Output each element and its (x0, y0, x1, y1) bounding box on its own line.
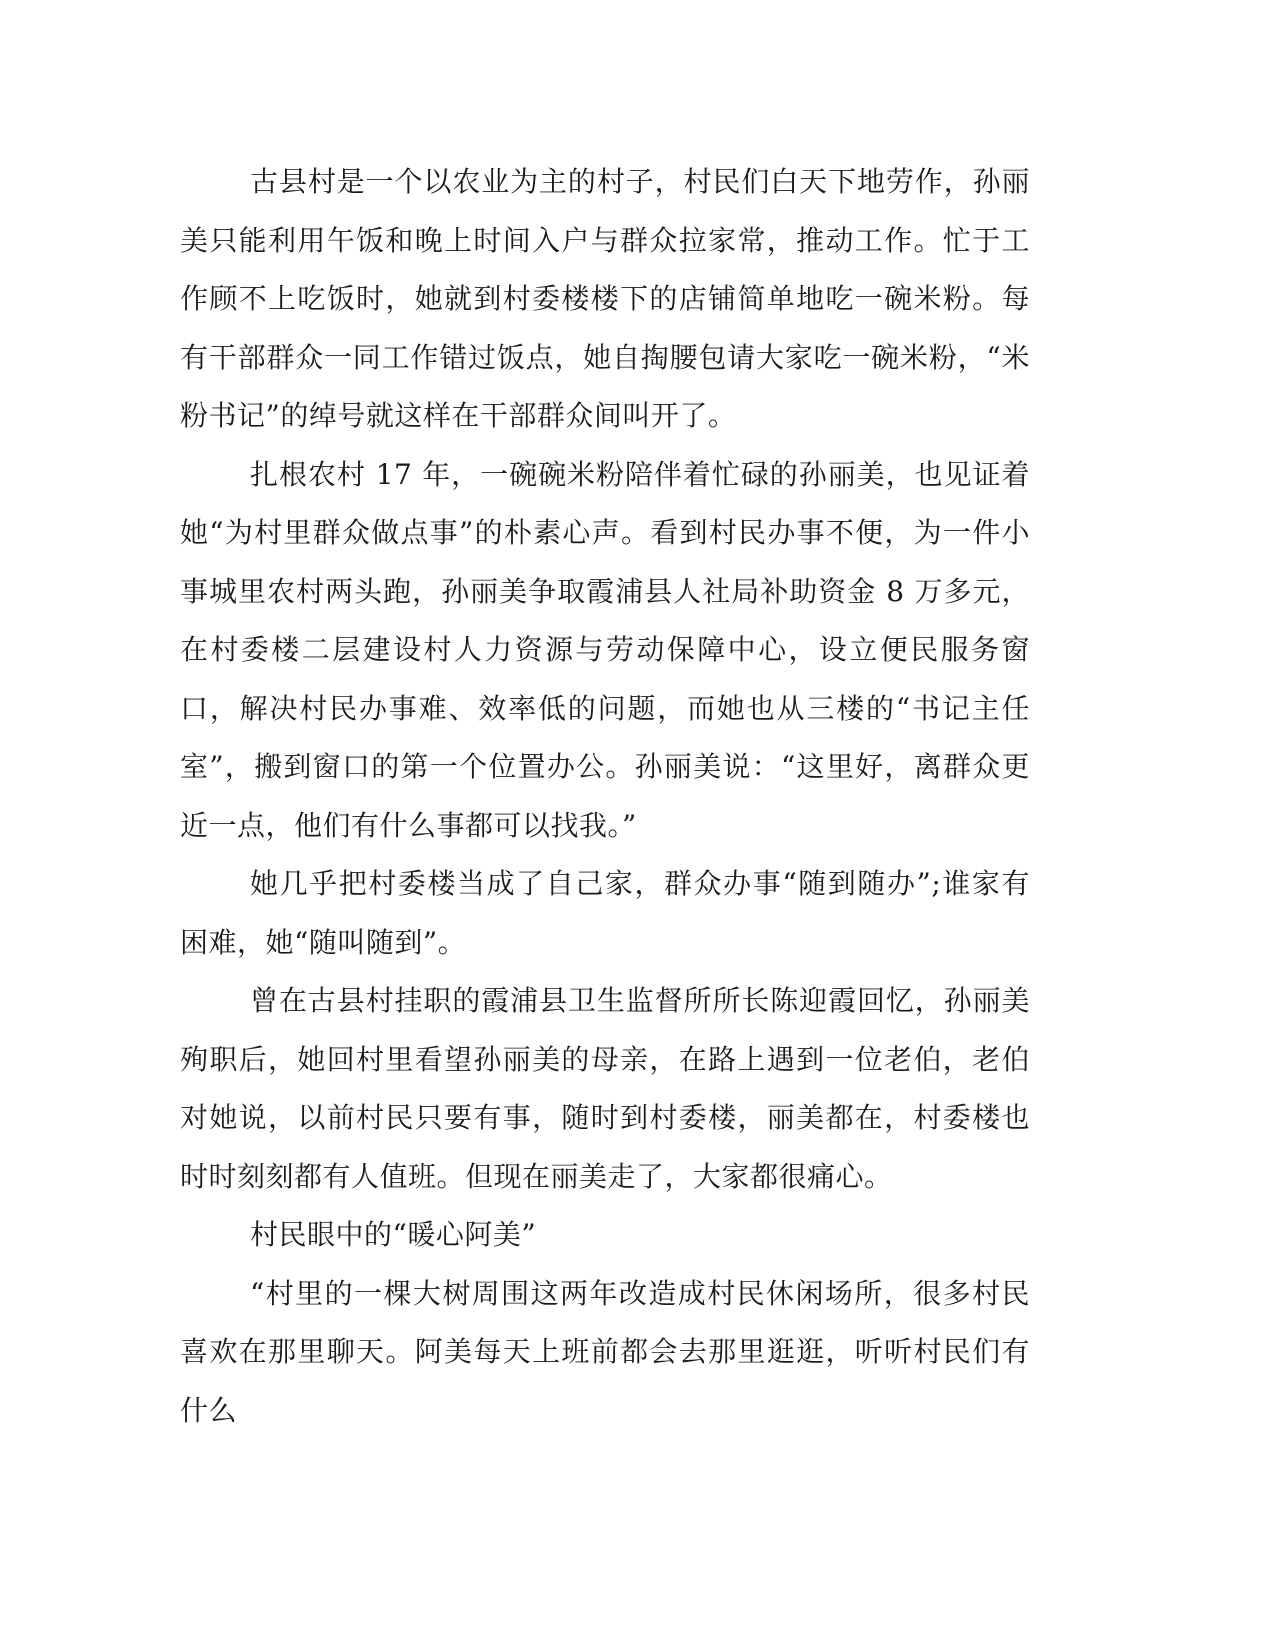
paragraph-6: “村里的一棵大树周围这两年改造成村民休闲场所，很多村民喜欢在那里聊天。阿美每天上班前都会去那里逛逛，听听村民们有什么 (180, 1276, 1030, 1427)
paragraph-3: 她几乎把村委楼当成了自己家，群众办事“随到随办”;谁家有困难，她“随叫随到”。 (180, 867, 1030, 959)
paragraph-2: 扎根农村 17 年，一碗碗米粉陪伴着忙碌的孙丽美，也见证着她“为村里群众做点事”的朴素心声。看到村民办事不便，为一件小事城里农村两头跑，孙丽美争取霞浦县人社局补助资金 8 万多元，在村委楼二层建设村人力资源与劳动保障中心，设立便民服务窗口，解决村民办事难、效率低的问题，而她也从三楼的“书记主任室”，搬到窗口的第一个位置办公。孙丽美说：“这里好，离群众更近一点，他们有什么事都可以找我。” (180, 457, 1030, 842)
section-heading: 村民眼中的“暖心阿美” (250, 1218, 537, 1251)
article-body (180, 153, 1030, 1440)
paragraph-1: 古县村是一个以农业为主的村子，村民们白天下地劳作，孙丽美只能利用午饭和晚上时间入户与群众拉家常，推动工作。忙于工作顾不上吃饭时，她就到村委楼楼下的店铺简单地吃一碗米粉。每有干部群众一同工作错过饭点，她自掏腰包请大家吃一碗米粉，“米粉书记”的绰号就这样在干部群众间叫开了。 (180, 165, 1030, 432)
paragraph-4: 曾在古县村挂职的霞浦县卫生监督所所长陈迎霞回忆，孙丽美殉职后，她回村里看望孙丽美的母亲，在路上遇到一位老伯，老伯对她说，以前村民只要有事，随时到村委楼，丽美都在，村委楼也时时刻刻都有人值班。但现在丽美走了，大家都很痛心。 (180, 984, 1030, 1193)
